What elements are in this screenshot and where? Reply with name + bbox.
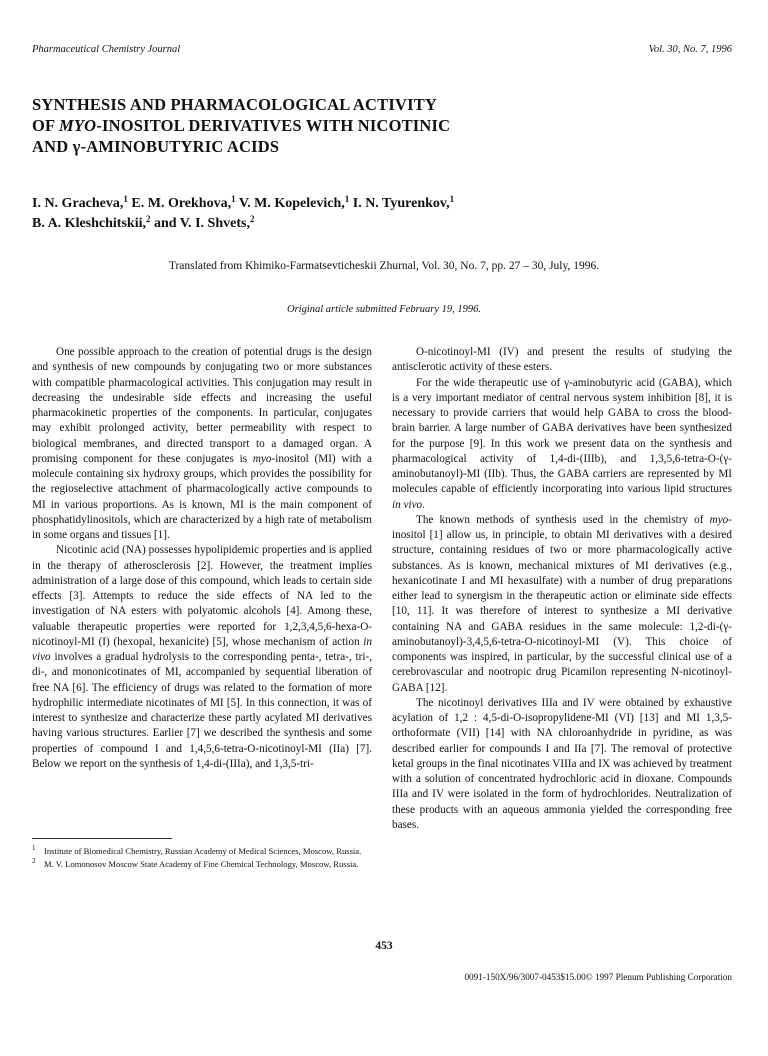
affiliation-mark: 1 bbox=[449, 194, 455, 204]
title-line-2-suffix: -INOSITOL DERIVATIVES WITH NICOTINIC bbox=[96, 116, 451, 135]
copyright-line: 0091-150X/96/3007-0453$15.00© 1997 Plenum Publishing Corporation bbox=[464, 972, 732, 982]
text-run: One possible approach to the creation of potential drugs is the design and synthesis of new compounds by conjugating two or more substances with compatible pharmacological activities. This conjugation may result in decreasing the undesirable side effects and increasing the useful pharmacokinetic properties of the components. In particular, conjugates may exhibit prolonged activity, better permeability with respect to biological membranes, and directed transport to a damaged organ. A promising component for these conjugates is bbox=[32, 346, 372, 465]
title-line-2 bbox=[32, 115, 632, 136]
text-run: involves a gradual hydrolysis to the corresponding penta-, tetra-, tri-, di-, and mononicotinates of MI, accompanied by sequential liberation of free NA [6]. The efficiency of drugs was related to the formation of more hydrophilic intermediate nicotinates of MI [5]. In this connection, it was of interest to synthesize and characterize these partly acylated MI derivatives having various structures. Earlier [7] we described the synthesis and some properties of compound I and 1,4,5,6-tetra-O-nicotinoyl-MI (IIa) [7]. Below we report on the synthesis of 1,4-di-(IIIa), and 1,3,5-tri- bbox=[32, 651, 372, 770]
author-name: E. M. Orekhova, bbox=[131, 196, 232, 211]
text-run: -inositol [1] allow us, in principle, to obtain MI derivatives with a desired structure, containing residues of two or more pharmacologically active substances. As is known, mechanical mixtures of MI derivatives (e.g., hexanicotinate I and MI hexasulfate) with a number of drug preparations either lead to synergism in the therapeutic action or eliminate side effects [10, 11]. It was therefore of interest to synthesize a MI derivative containing NA and GABA residues in the same molecule: 1,2-di-(γ-aminobutanoyl)-3,4,5,6-tetra-O-nicotinoyl-MI (V). This choice of components was inspired, in particular, by the successful clinical use of a cerebrovascular and nootropic drug Picamilon representing N-nicotinoyl-GABA [12]. bbox=[392, 513, 732, 694]
volume-info: Vol. 30, No. 7, 1996 bbox=[648, 44, 732, 55]
body-paragraph bbox=[392, 513, 732, 696]
footnote-text: Institute of Biomedical Chemistry, Russian Academy of Medical Sciences, Moscow, Russia. bbox=[44, 846, 362, 856]
text-run: The nicotinoyl derivatives IIIa and IV were obtained by exhaustive acylation of 1,2 : 4,5-di-O-isopropylidene-MI (VI) [13] and MI 1,3,5-orthoformate (VII) [14] with NA chloroanhydride in pyridine, as was described earlier for compounds I and IIa [7]. The removal of protective ketal groups in the final nicotinates VIIIa and IX was achieved by treatment with a solution of concentrated hydrochloric acid in dioxane. Compounds IIIa and IV were isolated in the form of hydrochlorides. Neutralization of these products with an aqueous ammonia yielded the corresponding free bases. bbox=[392, 696, 732, 831]
italic-text: myo bbox=[252, 452, 272, 465]
footnote-mark: 2 bbox=[32, 856, 36, 865]
right-column bbox=[392, 345, 732, 833]
page-number: 453 bbox=[375, 940, 393, 952]
footnote bbox=[32, 846, 362, 858]
author-list bbox=[32, 194, 732, 234]
author-name: and V. I. Shvets, bbox=[153, 216, 250, 231]
article-title bbox=[32, 94, 632, 157]
text-run: . bbox=[422, 498, 425, 511]
italic-text: in vivo bbox=[392, 498, 423, 511]
affiliation-mark: 1 bbox=[231, 194, 236, 204]
author-name: I. N. Tyurenkov, bbox=[352, 196, 450, 211]
affiliation-mark: 2 bbox=[249, 214, 255, 224]
submission-date: Original article submitted February 19, 1996. bbox=[287, 304, 481, 315]
affiliation-mark: 1 bbox=[344, 194, 350, 204]
author-line-2 bbox=[32, 214, 732, 234]
footnote bbox=[32, 856, 362, 871]
footnote-text: M. V. Lomonosov Moscow State Academy of Fine Chemical Technology, Moscow, Russia. bbox=[44, 858, 359, 869]
running-header bbox=[32, 44, 732, 60]
italic-text: myo bbox=[709, 513, 729, 526]
author-name: B. A. Kleshchitskii, bbox=[32, 216, 146, 231]
body-paragraph bbox=[392, 376, 732, 513]
author-name: I. N. Gracheva, bbox=[32, 196, 124, 211]
title-line-1: SYNTHESIS AND PHARMACOLOGICAL ACTIVITY bbox=[32, 95, 438, 114]
body-paragraph bbox=[392, 345, 732, 376]
footnote-divider bbox=[32, 838, 172, 839]
italic-text: in vivo bbox=[32, 635, 372, 663]
body-paragraph bbox=[32, 543, 372, 772]
text-run: Nicotinic acid (NA) possesses hypolipidemic properties and is applied in the therapy of atherosclerosis [2]. However, the treatment implies administration of a large dose of this compound, which leads to certain side effects [3]. Attempts to reduce the side effects of NA led to the investigation of NA esters with polyatomic alcohols [4]. Among these, valuable therapeutic properties were reported for 1,2,3,4,5,6-hexa-O-nicotinoyl-MI (I) (hexopal, hexanicite) [5], whose mechanism of action bbox=[32, 544, 372, 648]
body-paragraph bbox=[32, 345, 372, 543]
footnote-mark: 1 bbox=[32, 844, 36, 852]
journal-name: Pharmaceutical Chemistry Journal bbox=[32, 44, 181, 55]
footnotes bbox=[32, 846, 362, 871]
text-run: The known methods of synthesis used in the chemistry of bbox=[416, 513, 710, 526]
author-line-1 bbox=[32, 194, 732, 214]
translation-note: Translated from Khimiko-Farmatsevticheskii Zhurnal, Vol. 30, No. 7, pp. 27 – 30, July, 1996. bbox=[168, 260, 600, 272]
affiliation-mark: 1 bbox=[123, 194, 128, 204]
text-run: O-nicotinoyl-MI (IV) and present the results of studying the antisclerotic activity of these esters. bbox=[392, 346, 732, 374]
affiliation-mark: 2 bbox=[145, 214, 151, 224]
title-line-2-prefix: OF bbox=[32, 116, 60, 135]
left-column bbox=[32, 345, 372, 772]
author-name: V. M. Kopelevich, bbox=[238, 196, 345, 211]
text-run: For the wide therapeutic use of γ-aminobutyric acid (GABA), which is a very important mediator of central nervous system inhibition [8], it is necessary to provide carriers that would help GABA to cross the blood-brain barrier. A large number of GABA derivatives have been synthesized for the purpose [9]. In this work we present data on the synthesis and pharmacological activity of 1,4-di-(IIIb), and 1,3,5,6-tetra-O-(γ-aminobutanoyl)-MI (IIb). Thus, the GABA carriers are represented by MI molecules capable of efficiently incorporating into various lipid structures bbox=[392, 376, 732, 496]
text-run: -inositol (MI) with a molecule containing six hydroxy groups, which provides the possibility for the regioselective attachment of pharmacologically active compounds to MI in various proportions. As is known, MI is the main component of phosphatidylinositols, which are characterized by a high rate of metabolism in some organs and tissues [1]. bbox=[32, 452, 372, 541]
title-line-3: AND γ-AMINOBUTYRIC ACIDS bbox=[32, 137, 280, 156]
title-line-2-italic: MYO bbox=[59, 116, 97, 135]
body-paragraph bbox=[392, 696, 732, 833]
